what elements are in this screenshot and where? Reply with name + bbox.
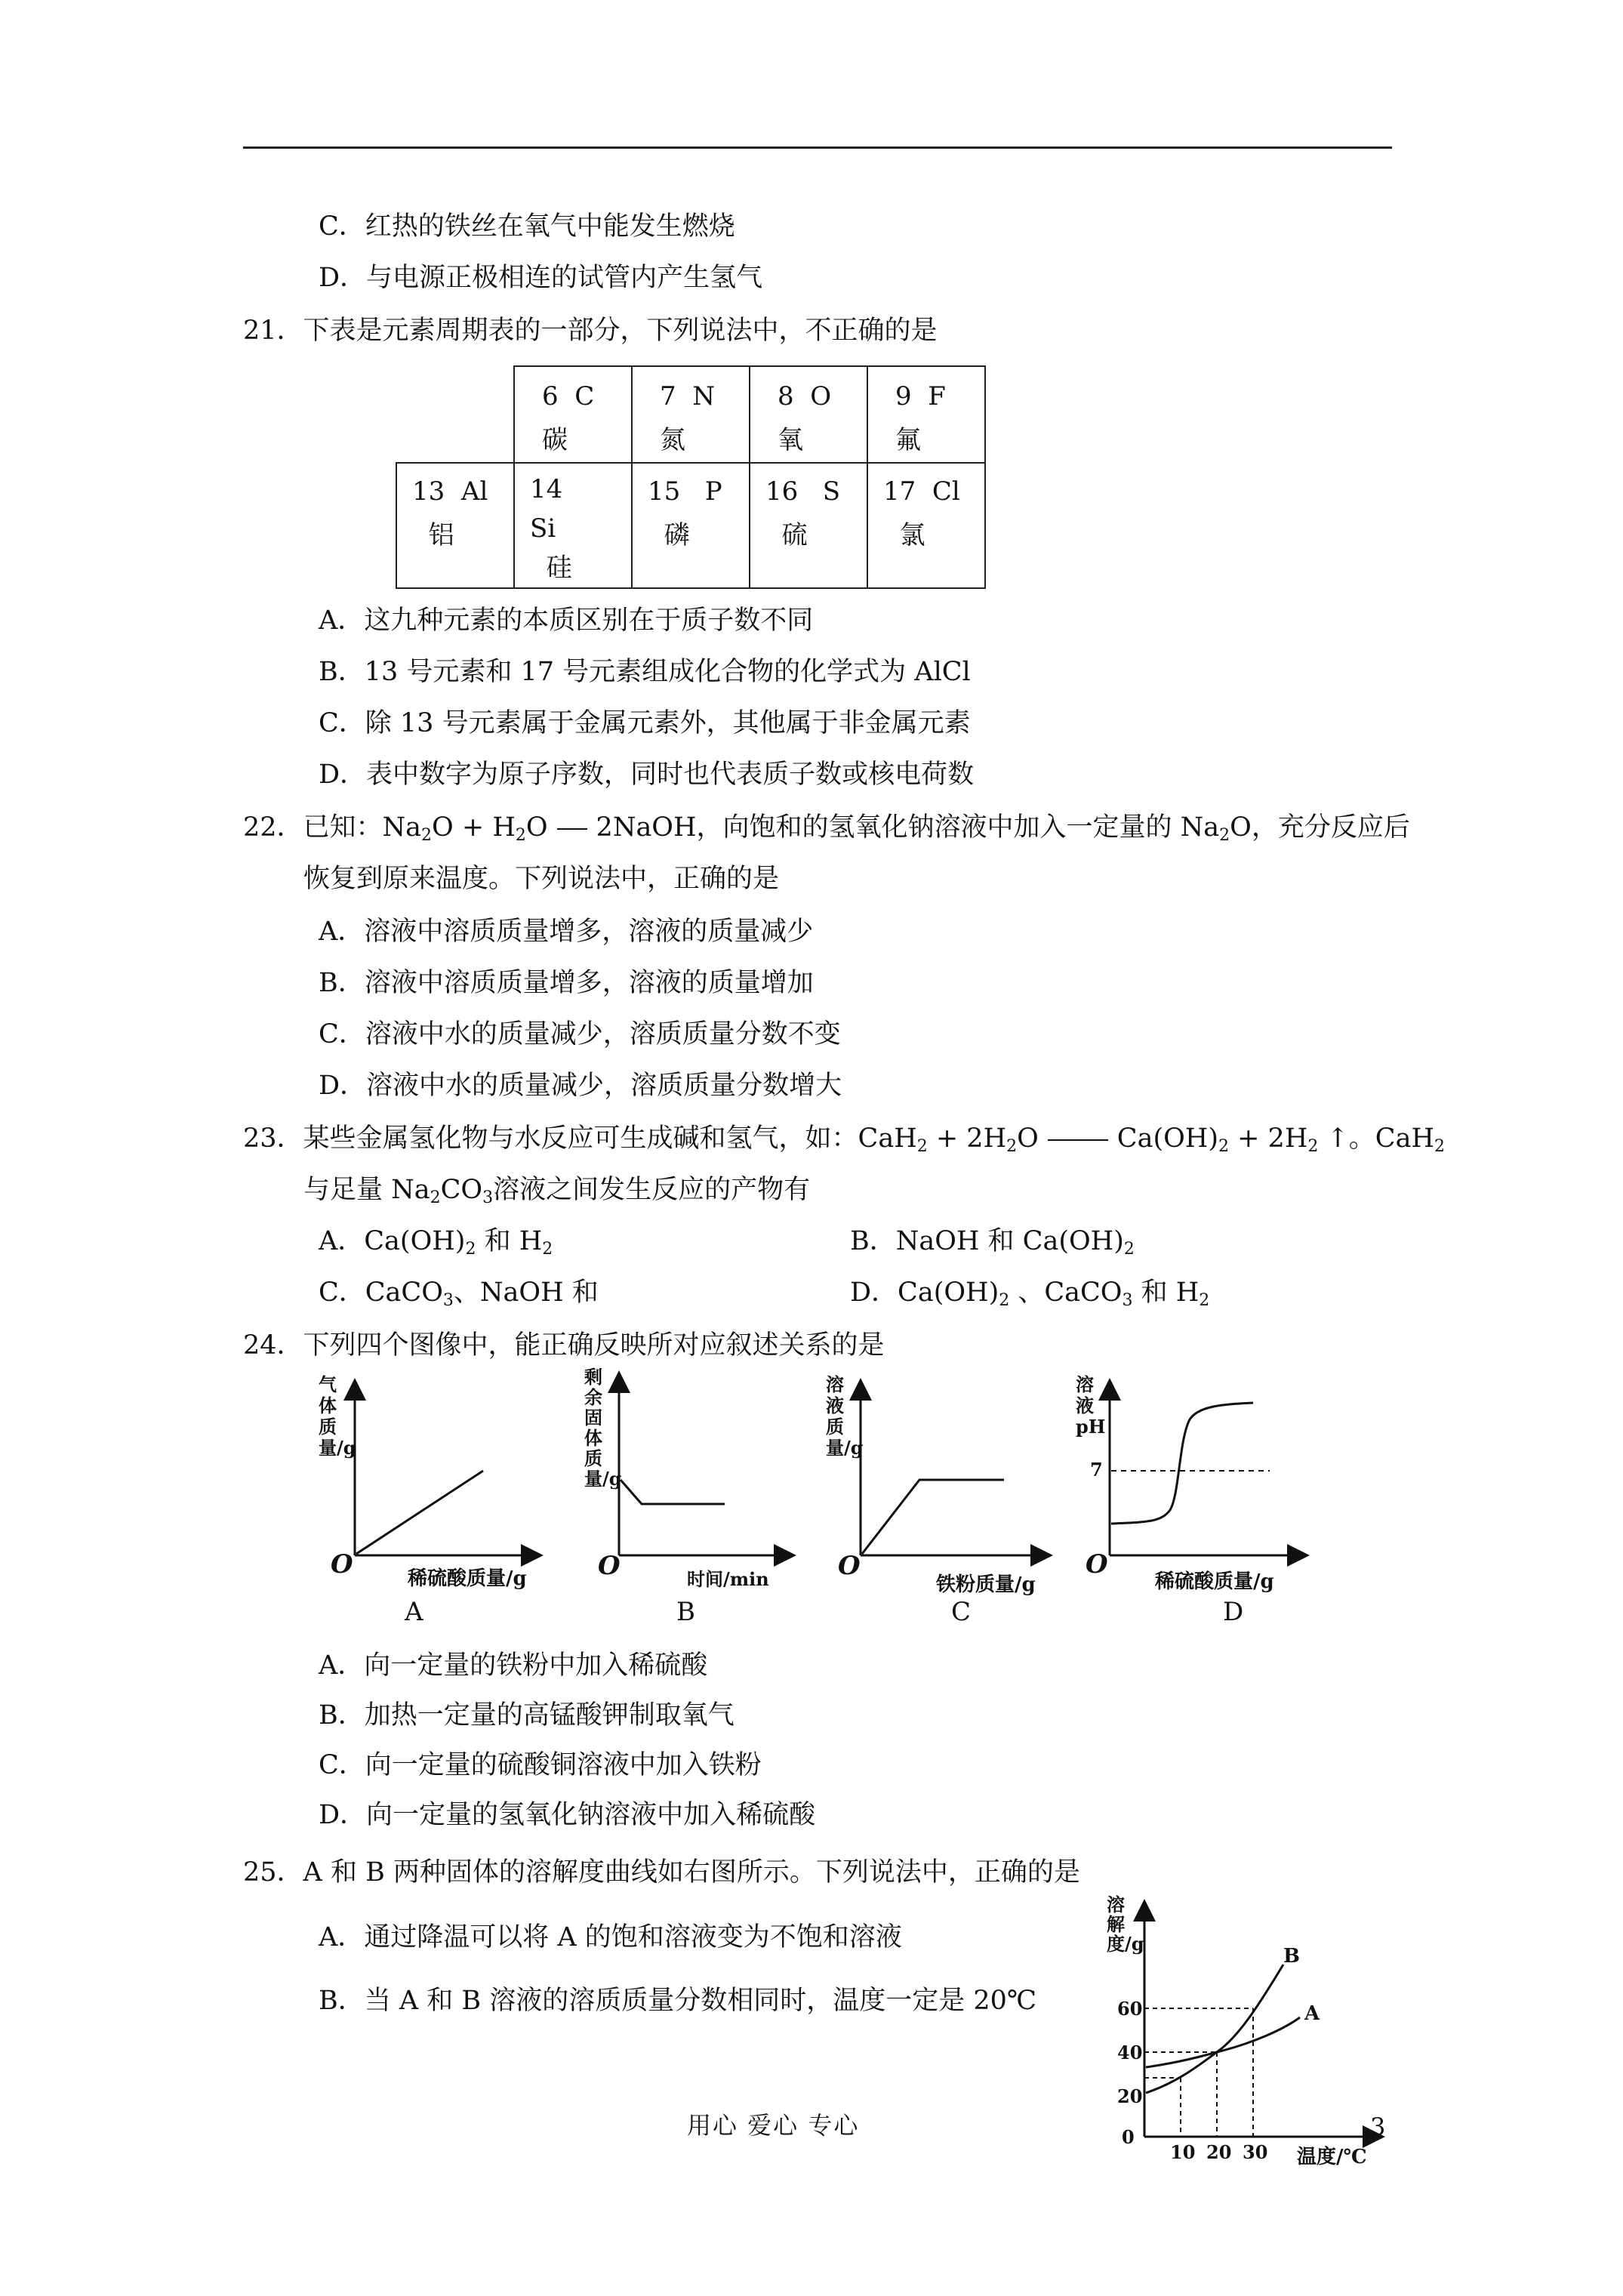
graph-d-origin: O <box>1086 1549 1108 1579</box>
graph-c-caption: C <box>951 1597 972 1627</box>
q23-stem-line2: 与足量 $Na_2CO_3$溶液之间发生反应的产物有 <box>303 1175 811 1207</box>
graph-b-caption: B <box>676 1597 695 1627</box>
q23-option-b: B．NaOH 和 $Ca(OH)_2$ <box>850 1226 1135 1259</box>
q21-option-d: D．表中数字为原子序数，同时也代表质子数或核电荷数 <box>319 760 975 790</box>
ytick-0: 0 <box>1122 2126 1135 2148</box>
q25-option-a: A．通过降温可以将 A 的饱和溶液变为不饱和溶液 <box>319 1922 902 1952</box>
q22-stem: 22．已知：$Na_2O + H_2O$ 2NaOH，向饱和的氢氧化钠溶液中加入一定量的 $Na_2O$，充分反应后 <box>243 812 1410 845</box>
periodic-table <box>396 365 986 589</box>
q21-option-c: C．除 13 号元素属于金属元素外，其他属于非金属元素 <box>319 708 971 738</box>
solubility-xlabel: 温度/℃ <box>1297 2146 1367 2168</box>
curve-b <box>1146 1965 1283 2093</box>
q25-option-b: B．当 A 和 B 溶液的溶质质量分数相同时，温度一定是 20℃ <box>319 1986 1037 2016</box>
graph-a-line <box>356 1471 483 1554</box>
element-cell: 6 C 碳 <box>514 366 632 463</box>
q22-option-c: C．溶液中水的质量减少，溶质质量分数不变 <box>319 1019 841 1049</box>
element-cell: 9 F 氟 <box>867 366 985 463</box>
graph-c <box>823 1374 1064 1607</box>
q23-stem: 23．某些金属氢化物与水反应可生成碱和氢气，如：$CaH_2 + 2H_2O$ $Ca(OH)_2 + 2H_2$ ↑。CaH$_2$ <box>243 1123 1445 1156</box>
q20-option-d: D．与电源正极相连的试管内产生氢气 <box>319 263 763 293</box>
xtick-10: 10 <box>1170 2141 1196 2163</box>
ytick-40: 40 <box>1117 2042 1143 2063</box>
page-footer: 用心 爱心 专心 <box>687 2111 860 2140</box>
q22-option-d: D．溶液中水的质量减少，溶质质量分数增大 <box>319 1071 842 1101</box>
graph-b-line <box>621 1480 725 1504</box>
q23-option-a: A．$Ca(OH)_2$ 和 $H_2$ <box>319 1226 553 1259</box>
element-cell: 7 N 氮 <box>632 366 750 463</box>
q20-option-c: C．红热的铁丝在氧气中能发生燃烧 <box>319 211 735 242</box>
graph-b <box>581 1367 808 1607</box>
header-rule <box>243 146 1392 149</box>
graph-c-ylabel: 溶液质量/g <box>826 1373 864 1459</box>
graph-a <box>317 1374 559 1607</box>
element-cell: 16 S 硫 <box>750 463 867 588</box>
q24-option-d: D．向一定量的氢氧化钠溶液中加入稀硫酸 <box>319 1800 816 1830</box>
q22-stem-line2: 恢复到原来温度。下列说法中，正确的是 <box>303 864 780 894</box>
solubility-graph <box>1102 1895 1397 2174</box>
ytick-60: 60 <box>1117 1998 1143 2020</box>
curve-a-label: A <box>1304 2002 1320 2025</box>
element-cell: 8 O 氧 <box>750 366 867 463</box>
graph-a-origin: O <box>331 1549 353 1579</box>
ytick-20: 20 <box>1117 2085 1143 2107</box>
q21-option-a: A．这九种元素的本质区别在于质子数不同 <box>319 606 814 636</box>
q23-option-c: C．CaCO$_3$、NaOH 和 <box>319 1277 599 1310</box>
element-cell: 14 Si 硅 <box>514 463 632 588</box>
graph-d-ref-label: 7 <box>1090 1459 1103 1481</box>
graph-a-xlabel: 稀硫酸质量/g <box>408 1567 527 1590</box>
curve-a <box>1146 2017 1300 2067</box>
q24-option-c: C．向一定量的硫酸铜溶液中加入铁粉 <box>319 1750 762 1780</box>
solubility-ylabel: 溶解度/g <box>1107 1894 1144 1955</box>
xtick-30: 30 <box>1243 2141 1268 2163</box>
q24-option-b: B．加热一定量的高锰酸钾制取氧气 <box>319 1700 735 1730</box>
graph-d-xlabel: 稀硫酸质量/g <box>1155 1570 1274 1593</box>
curve-b-label: B <box>1283 1945 1300 1968</box>
graph-b-xlabel: 时间/min <box>687 1568 769 1590</box>
graph-c-line <box>862 1480 1004 1554</box>
q21-option-b: B．13 号元素和 17 号元素组成化合物的化学式为 AlCl <box>319 657 971 687</box>
graph-c-xlabel: 铁粉质量/g <box>936 1573 1036 1596</box>
q25-stem: 25．A 和 B 两种固体的溶解度曲线如右图所示。下列说法中，正确的是 <box>243 1857 1080 1888</box>
element-cell: 17 Cl 氯 <box>867 463 985 588</box>
q24-stem: 24．下列四个图像中，能正确反映所对应叙述关系的是 <box>243 1330 885 1361</box>
graph-b-ylabel: 剩余固体质量/g <box>584 1366 622 1490</box>
q22-option-a: A．溶液中溶质质量增多，溶液的质量减少 <box>319 917 814 947</box>
q24-option-a: A．向一定量的铁粉中加入稀硫酸 <box>319 1650 708 1681</box>
empty-cell <box>396 366 514 463</box>
graph-d-curve <box>1111 1403 1253 1524</box>
graph-d-ylabel: 溶液pH <box>1076 1373 1106 1438</box>
q23-option-d: D．$Ca(OH)_2$ 、CaCO$_3$ 和 $H_2$ <box>850 1277 1210 1310</box>
q22-option-b: B．溶液中溶质质量增多，溶液的质量增加 <box>319 968 814 998</box>
q21-stem: 21．下表是元素周期表的一部分，下列说法中，不正确的是 <box>243 316 938 346</box>
graph-a-ylabel: 气体质量/g <box>319 1373 356 1459</box>
graph-d <box>1072 1374 1321 1607</box>
graph-c-origin: O <box>838 1551 861 1581</box>
graph-b-origin: O <box>598 1551 621 1581</box>
element-cell: 15 P 磷 <box>632 463 750 588</box>
graph-a-caption: A <box>405 1597 423 1627</box>
graph-d-caption: D <box>1223 1597 1244 1627</box>
page-number: 3 <box>1370 2113 1386 2141</box>
xtick-20: 20 <box>1206 2141 1232 2163</box>
element-cell: 13 Al 铝 <box>396 463 514 588</box>
